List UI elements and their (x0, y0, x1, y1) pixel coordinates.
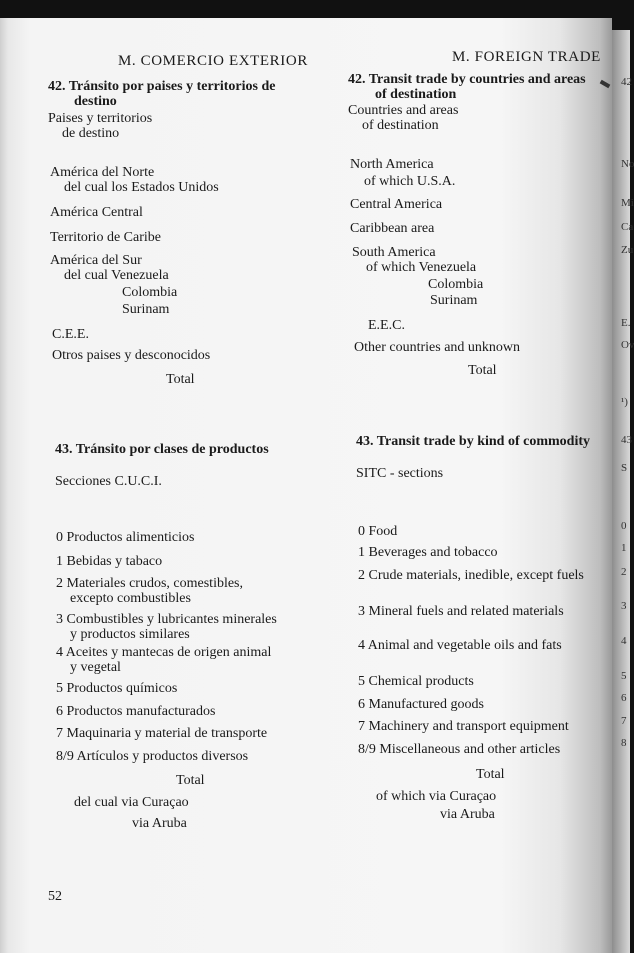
fragment: E. (621, 317, 631, 329)
list-item: 6 Productos manufacturados (56, 704, 216, 719)
list-item: 2 Crude materials, inedible, except fuels (358, 568, 584, 583)
list-item: 2 Materiales crudos, comestibles, (56, 576, 244, 591)
list-item: Colombia (428, 277, 484, 292)
left-table43-title: 43. Tránsito por clases de productos (55, 442, 269, 457)
list-item: 7 Maquinaria y material de transporte (56, 726, 268, 741)
list-item: 0 Food (358, 524, 398, 539)
list-item: E.E.C. (368, 318, 405, 333)
list-item: excepto combustibles (70, 591, 191, 606)
list-item: South America (352, 245, 436, 260)
list-item: y productos similares (70, 627, 190, 642)
fragment: No (621, 158, 634, 170)
left-col-header: Secciones C.U.C.I. (55, 474, 162, 489)
list-item: Other countries and unknown (354, 340, 521, 355)
list-item: del cual Venezuela (64, 268, 169, 283)
fragment: 4 (621, 635, 627, 647)
list-item: 3 Combustibles y lubricantes minerales (56, 612, 277, 627)
list-item: Otros paises y desconocidos (52, 348, 211, 363)
total-label: Total (476, 767, 505, 782)
list-item: North America (350, 157, 434, 172)
list-item: 8/9 Miscellaneous and other articles (358, 742, 561, 757)
list-item: 5 Chemical products (358, 674, 474, 689)
fragment: Ca (621, 221, 634, 233)
list-item: América del Sur (50, 253, 142, 268)
fragment: Zu (621, 244, 634, 256)
fragment: Mi (621, 197, 634, 209)
fragment: 8 (621, 737, 627, 749)
list-item: América del Norte (50, 165, 155, 180)
list-item: 0 Productos alimenticios (56, 530, 195, 545)
right-table43-title: 43. Transit trade by kind of commodity (356, 434, 590, 449)
total-label: Total (176, 773, 205, 788)
page-number: 52 (48, 889, 62, 904)
total-label: Total (468, 363, 497, 378)
right-table42-title-cont: of destination (375, 87, 457, 102)
fragment: 42 (621, 76, 632, 88)
list-item: 6 Manufactured goods (358, 697, 484, 712)
total-label: Total (166, 372, 195, 387)
list-item: América Central (50, 205, 143, 220)
list-item: 1 Beverages and tobacco (358, 545, 498, 560)
right-col-header: SITC - sections (356, 466, 444, 481)
list-item: via Aruba (440, 807, 495, 822)
list-item: Surinam (122, 302, 170, 317)
left-col-header: de destino (62, 126, 120, 141)
fragment: 2 (621, 566, 627, 578)
fragment: 5 (621, 670, 627, 682)
list-item: via Aruba (132, 816, 187, 831)
list-item: 1 Bebidas y tabaco (56, 554, 163, 569)
list-item: 8/9 Artículos y productos diversos (56, 749, 249, 764)
list-item: del cual los Estados Unidos (64, 180, 219, 195)
right-col-header: Countries and areas (348, 103, 459, 118)
list-item: Central America (350, 197, 443, 212)
left-table42-title: 42. Tránsito por paises y territorios de (48, 79, 276, 94)
right-header: M. FOREIGN TRADE (452, 49, 601, 65)
list-item: Colombia (122, 285, 178, 300)
left-header: M. COMERCIO EXTERIOR (118, 53, 308, 69)
left-col-header: Paises y territorios (48, 111, 153, 126)
right-table42-title: 42. Transit trade by countries and areas (348, 72, 586, 87)
list-item: C.E.E. (52, 327, 89, 342)
list-item: 7 Machinery and transport equipment (358, 719, 569, 734)
list-item: 3 Mineral fuels and related materials (358, 604, 564, 619)
fragment: 6 (621, 692, 627, 704)
list-item: of which U.S.A. (364, 174, 456, 189)
fragment: ¹) (621, 396, 628, 408)
fragment: 0 (621, 520, 627, 532)
fragment: 7 (621, 715, 627, 727)
fragment: 1 (621, 542, 627, 554)
list-item: Territorio de Caribe (50, 230, 161, 245)
left-table42-title-cont: destino (74, 94, 117, 109)
list-item: 4 Aceites y mantecas de origen animal (56, 645, 272, 660)
list-item: of which via Curaçao (376, 789, 497, 804)
list-item: y vegetal (70, 660, 121, 675)
right-col-header: of destination (362, 118, 439, 133)
list-item: 4 Animal and vegetable oils and fats (358, 638, 562, 653)
fragment: 3 (621, 600, 627, 612)
fragment: Ov (621, 339, 634, 351)
list-item: 5 Productos químicos (56, 681, 178, 696)
list-item: Surinam (430, 293, 478, 308)
fragment: 43 (621, 434, 632, 446)
fragment: S (621, 462, 628, 474)
list-item: del cual via Curaçao (74, 795, 189, 810)
list-item: of which Venezuela (366, 260, 477, 275)
list-item: Caribbean area (350, 221, 435, 236)
